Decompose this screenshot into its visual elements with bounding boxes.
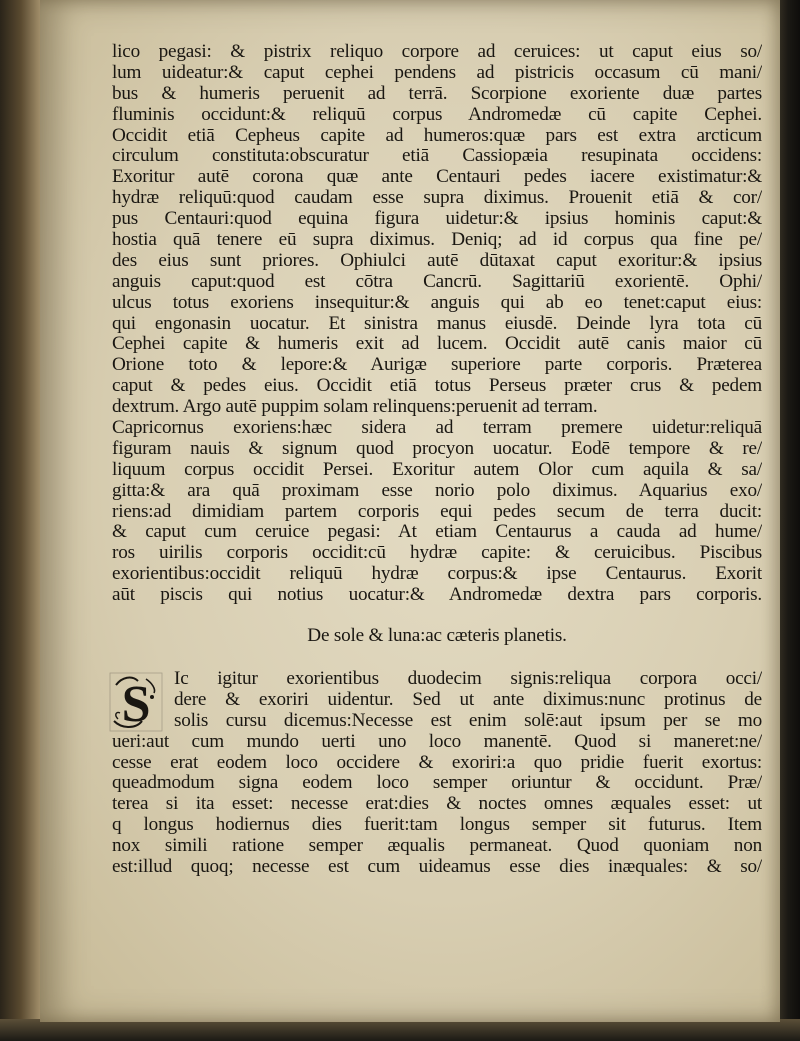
text-line: est:illud quoq; necesse est cum uideamus esse dies inæquales: & so/	[112, 856, 762, 877]
text-line: nox simili ratione semper æqualis permaneat. Quod quoniam non	[112, 836, 762, 857]
text-line: Capricornus exoriens:hæc sidera ad terram premere uidetur:reliquā	[112, 418, 762, 439]
text-line: lum uideatur:& caput cephei pendens ad pistricis occasum cū mani/	[112, 62, 762, 83]
text-line: ueri:aut cum mundo uerti uno loco manentē. Quod si maneret:ne/	[112, 731, 762, 752]
text-line: Ic igitur exorientibus duodecim signis:reliqua corpora occi/	[174, 668, 762, 689]
text-line: des eius sunt priores. Ophiulci autē dūtaxat caput exoritur:& ipsius	[112, 250, 762, 271]
initial-ornament-icon	[108, 671, 164, 733]
text-line: lico pegasi: & pistrix reliquo corpore ad ceruices: ut caput eius so/	[112, 42, 762, 62]
text-line: circulum constituta:obscuratur etiā Cassiopæia resupinata occidens:	[112, 146, 762, 167]
text-line: fluminis occidunt:& reliquū corpus Andromedæ cū capite Cephei.	[112, 104, 762, 125]
text-line: aūt piscis qui notius uocatur:& Andromedæ dextra pars corporis.	[112, 585, 762, 606]
text-line: cesse erat eodem loco occidere & exoriri:a quo pridie fuerit exortus:	[112, 752, 762, 773]
printed-page	[40, 0, 780, 1022]
text-line: ulcus totus exoriens insequitur:& anguis qui ab eo tenet:caput eius:	[112, 292, 762, 313]
decorated-initial	[108, 671, 164, 733]
text-line: figuram nauis & signum quod procyon uocatur. Eodē tempore & re/	[112, 438, 762, 459]
text-line: riens:ad dimidiam partem corporis equi pedes secum de terra ducit:	[112, 501, 762, 522]
text-line: Exoritur autē corona quæ ante Centauri pedes iacere existimatur:&	[112, 167, 762, 188]
text-block	[112, 42, 762, 878]
text-line: pus Centauri:quod equina figura uidetur:& ipsius hominis caput:&	[112, 209, 762, 230]
text-line: Orione toto & lepore:& Aurigæ superiore parte corporis. Præterea	[112, 355, 762, 376]
text-line: qui engonasin uocatur. Et sinistra manus eiusdē. Deinde lyra tota cū	[112, 313, 762, 334]
paragraph-2	[112, 669, 762, 878]
text-line: ros uirilis corporis occidit:cū hydræ capite: & ceruicibus. Piscibus	[112, 543, 762, 564]
paragraph-1	[112, 42, 762, 606]
page-bottom-edge	[0, 1019, 800, 1041]
text-line: & caput cum ceruice pegasi: At etiam Centaurus a cauda ad hume/	[112, 522, 762, 543]
text-line: terea si ita esset: necesse erat:dies & noctes omnes æquales esset: ut	[112, 794, 762, 815]
text-line: hydræ reliquū:quod caudam esse supra diximus. Prouenit etiā & cor/	[112, 188, 762, 209]
text-line: Cephei capite & humeris exit ad lucem. Occidit autē canis maior cū	[112, 334, 762, 355]
section-heading: De sole & luna:ac cæteris planetis.	[307, 625, 567, 647]
text-line: anguis caput:quod est cōtra Cancrū. Sagittariū exorientē. Ophi/	[112, 271, 762, 292]
text-line: liquum corpus occidit Persei. Exoritur autem Olor cum aquila & sa/	[112, 459, 762, 480]
text-line: dere & exoriri uidentur. Sed ut ante diximus:nunc protinus de	[174, 689, 762, 710]
text-line: exorientibus:occidit reliquū hydræ corpus:& ipse Centaurus. Exorit	[112, 564, 762, 585]
text-line: Occidit etiā Cepheus capite ad humeros:quæ pars est extra arcticum	[112, 125, 762, 146]
text-line: queadmodum signa eodem loco semper oriuntur & occidunt. Præ/	[112, 773, 762, 794]
text-line: solis cursu dicemus:Necesse est enim solē:aut ipsum per se mo	[174, 710, 762, 731]
text-line: bus & humeris peruenit ad terrā. Scorpione exoriente duæ partes	[112, 83, 762, 104]
initial-letter: S	[121, 675, 151, 733]
text-line: gitta:& ara quā proximam esse norio polo diximus. Aquarius exo/	[112, 480, 762, 501]
text-line: caput & pedes eius. Occidit etiā totus Perseus præter crus & pedem	[112, 376, 762, 397]
text-line: hostia quā tenere eū supra diximus. Deniq; ad id corpus qua fine pe/	[112, 230, 762, 251]
text-line: q longus hodiernus dies fuerit:tam longus semper sit futurus. Item	[112, 815, 762, 836]
text-line: dextrum. Argo autē puppim solam relinquens:peruenit ad terram.	[112, 396, 598, 418]
